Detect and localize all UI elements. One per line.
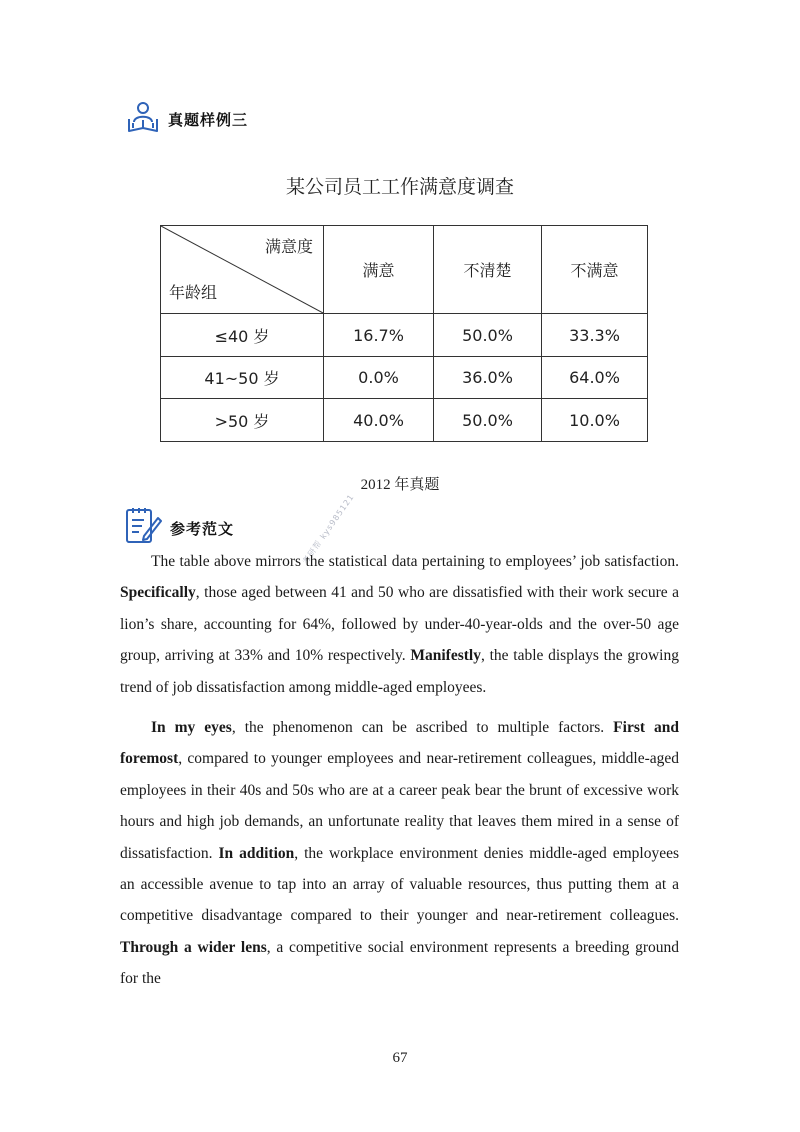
column-header: 不清楚 [434,226,542,314]
table-cell: 50.0% [434,314,542,357]
reference-section-header [124,506,234,551]
essay-transition-word: In addition [218,844,295,862]
model-essay [120,546,679,995]
page-number: 67 [392,1050,408,1066]
example-section-header [126,100,248,139]
column-header: 满意 [324,226,434,314]
table-cell: 33.3% [542,314,648,357]
column-header: 不满意 [542,226,648,314]
essay-paragraph [120,712,679,995]
table-cell: 16.7% [324,314,434,357]
year-label: 2012 年真题 [360,477,440,493]
row-header: 41~50 岁 [161,357,324,399]
notepad-pencil-icon [124,506,162,551]
table-corner-cell [161,226,324,314]
row-header: ≤40 岁 [161,314,324,357]
essay-text: , the workplace environment denies middle-aged employees an accessible avenue to tap into an array of valuable resources, thus putting them at a competitive disadvantage compared to their younger and near-retirement colleagues. [120,844,680,925]
table-cell: 50.0% [434,399,542,442]
table-cell: 40.0% [324,399,434,442]
table-cell: 10.0% [542,399,648,442]
essay-text: , the table displays the growing trend of job dissatisfaction among middle-aged employees. [120,647,679,696]
essay-text: , those aged between 41 and 50 who are dissatisfied with their work secure a lion’s share, accounting for 64%, followed by under-40-year-olds and the over-50 age group, arriving at 33% and 10% respectively. [120,584,679,665]
table-row [161,357,648,399]
essay-transition-word: Through a wider lens [120,938,267,956]
row-header: >50 岁 [161,399,324,442]
example-section-label: 真题样例三 [168,111,249,129]
essay-transition-word: Manifestly [410,647,481,665]
essay-transition-word: First and foremost [120,719,679,768]
table-row [161,314,648,357]
essay-text: , compared to younger employees and near-retirement colleagues, middle-aged employees in their 40s and 50s who are at a career peak bear the brunt of excessive work hours and high job demands, an unfortunate reality that leaves them mired in a sense of dissatisfaction. [120,750,679,862]
table-cell: 64.0% [542,357,648,399]
watermark: 考研帮 kys985121 [300,492,356,566]
essay-text: , a competitive social environment represents a breeding ground for the [120,938,679,988]
essay-paragraph [120,546,679,703]
corner-top-label: 满意度 [264,237,313,256]
essay-text: The table above mirrors the statistical data pertaining to employees’ job satisfaction. [151,553,679,570]
essay-transition-word: Specifically [120,584,196,602]
essay-transition-word: In my eyes [151,719,232,737]
table-title: 某公司员工工作满意度调查 [285,176,514,198]
corner-bottom-label: 年龄组 [169,283,218,302]
essay-text: , the phenomenon can be ascribed to multiple factors. [231,719,614,737]
reader-person-icon [126,100,160,139]
reference-section-label: 参考范文 [170,520,235,538]
table-cell: 0.0% [324,357,434,399]
table-cell: 36.0% [434,357,542,399]
